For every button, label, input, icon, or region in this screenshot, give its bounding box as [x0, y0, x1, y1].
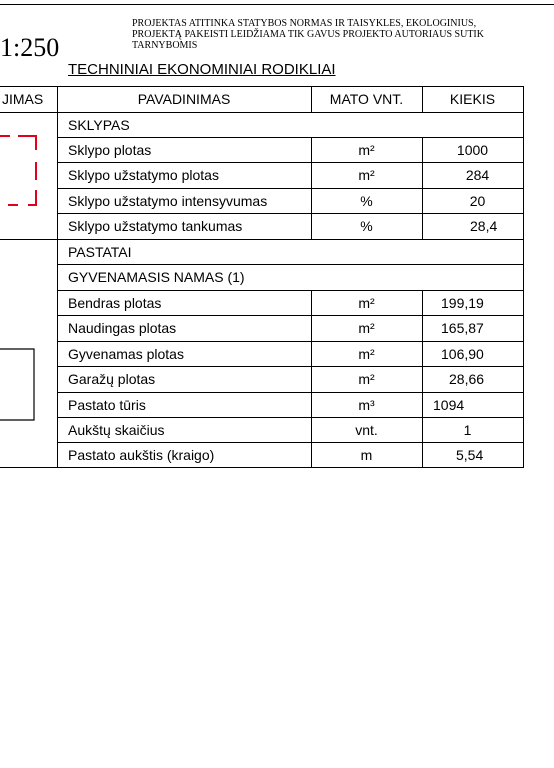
table-title: TECHNINIAI EKONOMINIAI RODIKLIAI	[68, 61, 336, 78]
house-row-value: 1	[463, 422, 472, 438]
plot-row-value: 20	[469, 193, 486, 209]
house-row-value: 28,66	[449, 371, 485, 387]
column-header-symbol: JIMAS	[2, 91, 44, 107]
plot-row-name: Sklypo užstatymo intensyvumas	[68, 193, 268, 209]
house-row-unit: m²	[358, 346, 375, 362]
plot-row-value: 28,4	[470, 218, 498, 234]
house-row-unit: vnt.	[355, 422, 378, 438]
plot-row-unit: m²	[358, 167, 375, 183]
house-row-unit: m	[360, 447, 373, 463]
drawing-scale: 1:250	[0, 33, 60, 62]
house-row-name: Aukštų skaičius	[68, 422, 165, 438]
house-row-value: 5,54	[456, 447, 484, 463]
house-row-unit: m³	[358, 397, 375, 413]
plot-row-value: 1000	[456, 142, 489, 158]
house-row-name: Naudingas plotas	[68, 320, 177, 336]
house-row-value: 199,19	[441, 295, 484, 311]
plot-boundary-legend-symbol	[0, 132, 44, 212]
technical-economic-table	[0, 86, 524, 468]
column-header-name: PAVADINIMAS	[137, 91, 231, 107]
house-row-unit: m²	[358, 295, 375, 311]
house-row-name: Pastato tūris	[68, 397, 146, 413]
plot-row-unit: %	[360, 218, 373, 234]
column-header-quantity: KIEKIS	[449, 91, 496, 107]
plot-row-value: 284	[465, 167, 490, 183]
plot-row-unit: %	[360, 193, 373, 209]
house-row-value: 165,87	[441, 320, 484, 336]
house-row-unit: m²	[358, 371, 375, 387]
house-row-name: Bendras plotas	[68, 295, 162, 311]
house-row-name: Pastato aukštis (kraigo)	[68, 447, 215, 463]
plot-row-unit: m²	[358, 142, 375, 158]
project-note	[132, 18, 554, 51]
house-row-name: Garažų plotas	[68, 371, 156, 387]
project-note-line: TARNYBOMIS	[132, 40, 198, 51]
project-note-line: PROJEKTAS ATITINKA STATYBOS NORMAS IR TAISYKLES, EKOLOGINIUS,	[132, 18, 477, 29]
section-title-buildings: PASTATAI	[68, 244, 132, 260]
plot-row-name: Sklypo plotas	[68, 142, 152, 158]
section-title-plot: SKLYPAS	[68, 117, 130, 133]
house-row-value: 106,90	[441, 346, 484, 362]
house-row-name: Gyvenamas plotas	[68, 346, 184, 362]
house-row-unit: m²	[358, 320, 375, 336]
project-note-line: PROJEKTĄ PAKEISTI LEIDŽIAMA TIK GAVUS PROJEKTO AUTORIAUS SUTIK	[132, 29, 484, 40]
house-row-value: 1094	[433, 397, 465, 413]
building-legend-symbol	[0, 348, 40, 422]
section-title-house: GYVENAMASIS NAMAS (1)	[68, 269, 245, 285]
plot-row-name: Sklypo užstatymo plotas	[68, 167, 219, 183]
column-header-unit: MATO VNT.	[329, 91, 404, 107]
top-border-line	[0, 4, 554, 5]
plot-row-name: Sklypo užstatymo tankumas	[68, 218, 243, 234]
